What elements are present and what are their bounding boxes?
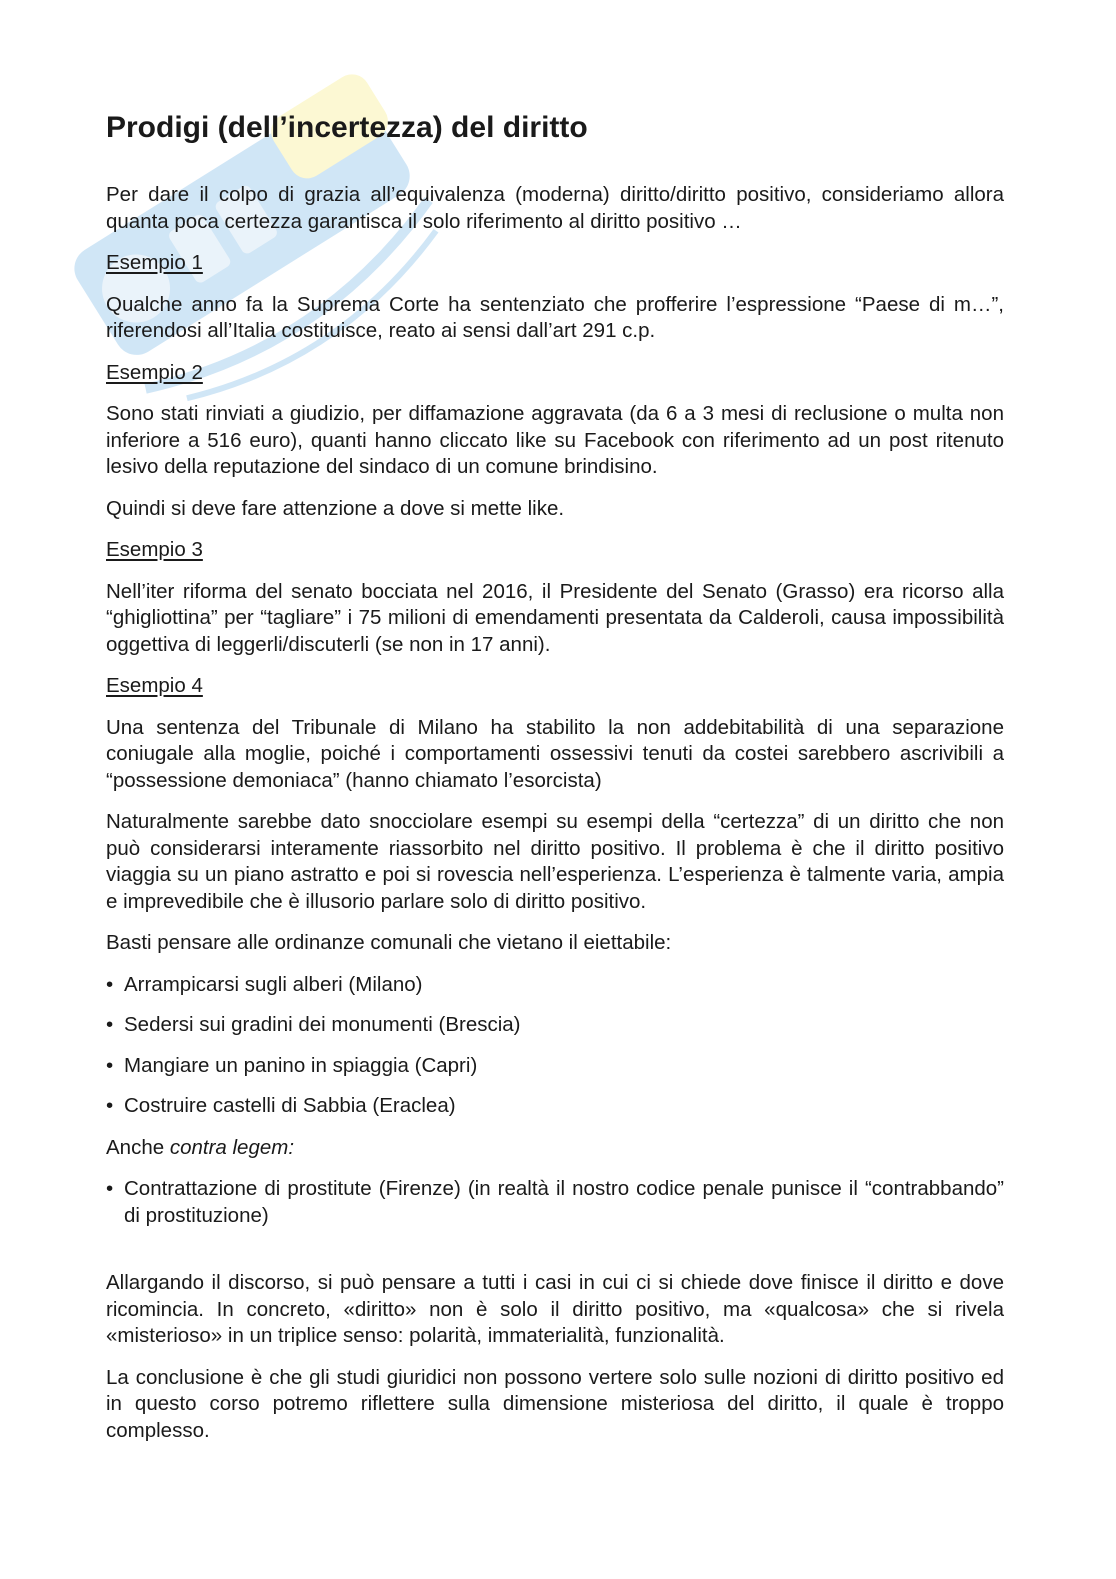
- example-4-paragraph: Una sentenza del Tribunale di Milano ha stabilito la non addebitabilità di una separazione coniugale alla moglie, poiché i comportamenti ossessivi tenuti da costei sarebbero ascrivibili a “possessione demoniaca” (hanno chiamato l’esorcista): [106, 715, 1004, 792]
- contra-italic: contra legem:: [169, 1135, 295, 1159]
- certainty-paragraph: Naturalmente sarebbe dato snocciolare esempi su esempi della “certezza” di un diritto che non può considerarsi interamente riassorbito nel diritto positivo. Il problema è che il diritto positivo viaggia su un piano astratto e poi si rovescia nell’esperienza. L’esperienza è talmente varia, ampia e imprevedibile che è illusorio parlare solo di diritto positivo.: [106, 810, 1004, 913]
- document-page: [106, 108, 1004, 1459]
- ordinances-list: [106, 972, 1004, 1120]
- bullet-icon: •: [106, 1177, 114, 1200]
- list-item-text: Contrattazione di prostitute (Firenze) (in realtà il nostro codice penale punisce il “contrabbando” di prostituzione): [124, 1177, 1004, 1227]
- closing-paragraph-2: La conclusione è che gli studi giuridici non possono vertere solo sulle nozioni di diritto positivo ed in questo corso potremo riflettere sulla dimensione misteriosa del diritto, il quale è troppo complesso.: [106, 1365, 1004, 1442]
- example-3-paragraph: Nell’iter riforma del senato bocciata nel 2016, il Presidente del Senato (Grasso) era ricorso alla “ghigliottina” per “tagliare” i 75 milioni di emendamenti presentata da Calderoli, causa impossibilità oggettiva di leggerli/discuterli (se non in 17 anni).: [106, 579, 1004, 656]
- list-item-text: Arrampicarsi sugli alberi (Milano): [124, 972, 423, 996]
- list-item: [106, 1012, 1004, 1039]
- bullet-icon: •: [106, 972, 114, 996]
- example-3-heading: Esempio 3: [106, 538, 203, 561]
- contra-legem-list: [106, 1176, 1004, 1229]
- example-1-paragraph: Qualche anno fa la Suprema Corte ha sentenziato che profferire l’espressione “Paese di m…”, riferendosi all’Italia costituisce, reato ai sensi dall’art 291 c.p.: [106, 292, 1004, 342]
- example-1-heading: Esempio 1: [106, 251, 203, 274]
- list-item: [106, 1093, 1004, 1120]
- example-4-heading: Esempio 4: [106, 674, 203, 697]
- list-item: [106, 1053, 1004, 1080]
- ordinances-intro: Basti pensare alle ordinanze comunali che vietano il eiettabile:: [106, 931, 672, 954]
- page-title: Prodigi (dell’incertezza) del diritto: [106, 111, 588, 144]
- intro-paragraph: Per dare il colpo di grazia all’equivalenza (moderna) diritto/diritto positivo, consideriamo allora quanta poca certezza garantisca il solo riferimento al diritto positivo …: [106, 183, 1004, 233]
- list-item-text: Costruire castelli di Sabbia (Eraclea): [124, 1094, 456, 1117]
- contra-prefix: Anche: [106, 1135, 170, 1159]
- contra-legem-label: [106, 1135, 1004, 1162]
- closing-paragraph-1: Allargando il discorso, si può pensare a tutti i casi in cui ci si chiede dove finisce il diritto e dove ricomincia. In concreto, «diritto» non è solo il diritto positivo, ma «qualcosa» che si rivela «misterioso» in un triplice senso: polarità, immaterialità, funzionalità.: [106, 1271, 1004, 1347]
- list-item: [106, 1176, 1004, 1229]
- list-item-text: Mangiare un panino in spiaggia (Capri): [124, 1053, 478, 1077]
- list-item: [106, 972, 1004, 999]
- example-2-paragraph: Sono stati rinviati a giudizio, per diffamazione aggravata (da 6 a 3 mesi di reclusione o multa non inferiore a 516 euro), quanti hanno cliccato like su Facebook con riferimento ad un post ritenuto lesivo della reputazione del sindaco di un comune brindisino.: [106, 402, 1004, 478]
- bullet-icon: •: [106, 1053, 114, 1077]
- example-2-heading: Esempio 2: [106, 360, 203, 384]
- section-spacer: [106, 1244, 1004, 1270]
- bullet-icon: •: [106, 1013, 114, 1036]
- example-2-note: Quindi si deve fare attenzione a dove si mette like.: [106, 496, 565, 520]
- bullet-icon: •: [106, 1094, 114, 1117]
- list-item-text: Sedersi sui gradini dei monumenti (Brescia): [124, 1013, 521, 1036]
